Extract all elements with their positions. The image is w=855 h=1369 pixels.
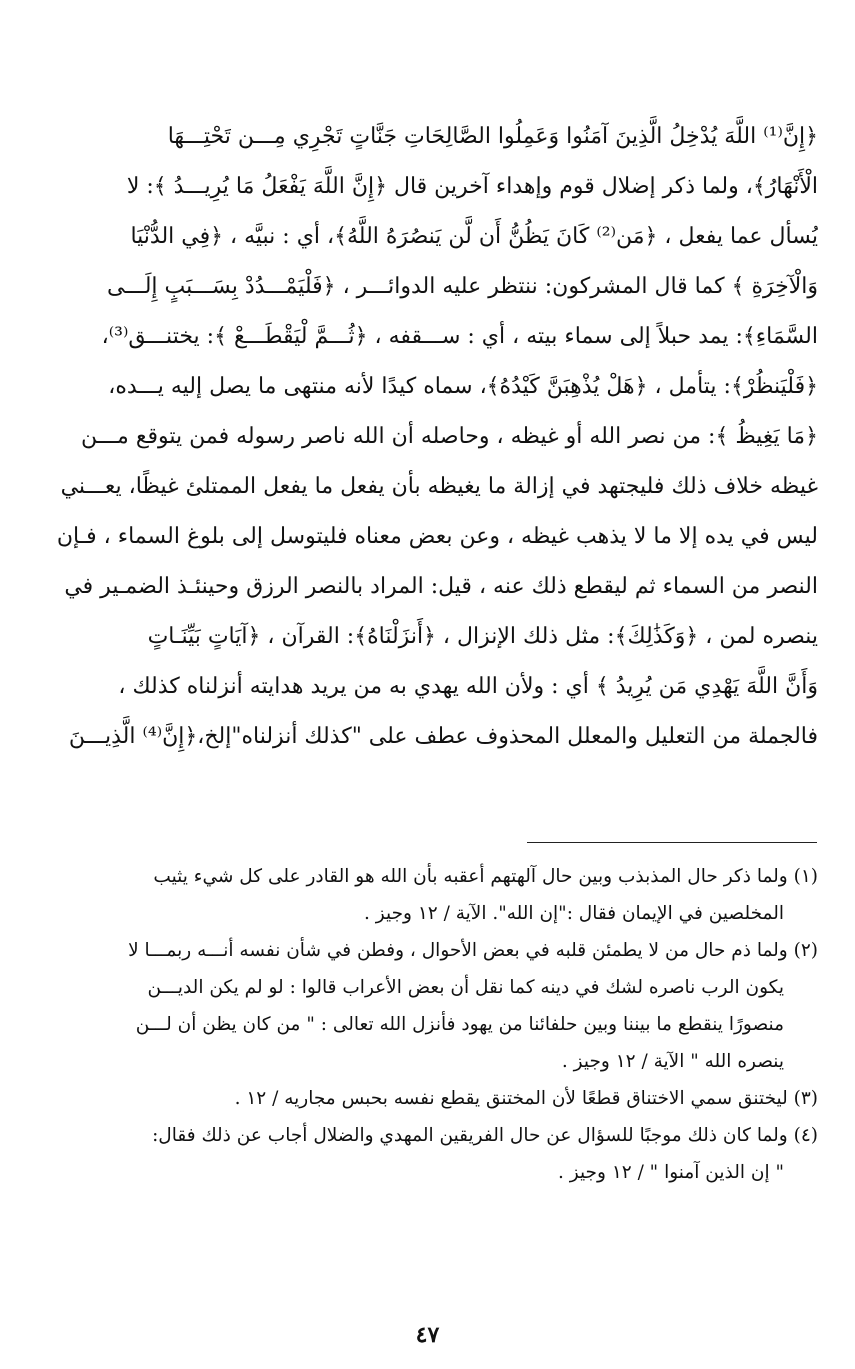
text-line: ينصره لمن ، ﴿وَكَذَٰلِكَ﴾: مثل ذلك الإنزال ، ﴿أَنزَلْنَاهُ﴾: القرآن ، ﴿آيَاتٍ بَيِّنَـاتٍ bbox=[147, 624, 818, 649]
text-line: يُسأل عما يفعل ، ﴿مَن⁽²⁾ كَانَ يَظُنُّ أَن لَّن يَنصُرَهُ اللَّهُ﴾، أي : نبيَّه ، ﴿فِي الدُّنْيَا bbox=[130, 224, 818, 249]
text-line: النصر من السماء ثم ليقطع ذلك عنه ، قيل: المراد بالنصر الرزق وحينئـذ الضمـير في bbox=[64, 574, 818, 599]
footnote-1 bbox=[38, 858, 818, 932]
footnote-divider bbox=[527, 842, 817, 843]
footnote-line: (٢) ولما ذم حال من لا يطمئن قلبه في بعض الأحوال ، وفطن في شأن نفسه أنـــه ربمـــا لا bbox=[128, 940, 818, 961]
text-line: ﴿مَا يَغِيظُ ﴾: من نصر الله أو غيظه ، وحاصله أن الله ناصر رسوله فمن يتوقع مـــن bbox=[80, 424, 818, 449]
footnote-line: المخلصين في الإيمان فقال :"إن الله". الآية / ١٢ وجيز . bbox=[364, 903, 784, 924]
text-line: فالجملة من التعليل والمعلل المحذوف عطف على "كذلك أنزلناه"إلخ،﴿إِنَّ⁽⁴⁾ الَّذِيـــنَ bbox=[68, 724, 818, 749]
footnote-line: ينصره الله " الآية / ١٢ وجيز . bbox=[561, 1051, 784, 1072]
footnote-line: (٣) ليختنق سمي الاختناق قطعًا لأن المختنق يقطع نفسه بحبس مجاريه / ١٢ . bbox=[234, 1088, 818, 1109]
footnote-line: يكون الرب ناصره لشك في دينه كما نقل أن بعض الأعراب قالوا : لو لم يكن الديـــن bbox=[147, 977, 784, 998]
footnotes bbox=[38, 858, 818, 1191]
page-number: ٤٧ bbox=[415, 1322, 440, 1348]
text-line: وَالْآخِرَةِ ﴾ كما قال المشركون: ننتظر عليه الدوائـــر ، ﴿فَلْيَمْـــدُدْ بِسَـــبَبٍ إِلَـــى bbox=[107, 274, 818, 299]
text-line: الْأَنْهَارُ﴾، ولما ذكر إضلال قوم وإهداء آخرين قال ﴿إِنَّ اللَّهَ يَفْعَلُ مَا يُرِيـــدُ ﴾: لا bbox=[126, 174, 818, 199]
footnote-2 bbox=[38, 932, 818, 1080]
footnote-line: " إن الذين آمنوا " / ١٢ وجيز . bbox=[558, 1162, 784, 1183]
text-line: ليس في يده إلا ما لا يذهب غيظه ، وعن بعض معناه فليتوسل إلى بلوغ السماء ، فـإن bbox=[56, 524, 818, 549]
footnote-line: (٤) ولما كان ذلك موجبًا للسؤال عن حال الفريقين المهدي والضلال أجاب عن ذلك فقال: bbox=[152, 1125, 818, 1146]
text-line: ﴿إِنَّ⁽¹⁾ اللَّهَ يُدْخِلُ الَّذِينَ آمَنُوا وَعَمِلُوا الصَّالِحَاتِ جَنَّاتٍ تَجْرِي مِـــن تَحْتِـــهَا bbox=[167, 124, 818, 149]
main-text bbox=[38, 112, 818, 762]
footnote-line: (١) ولما ذكر حال المذبذب وبين حال آلهتهم أعقبه بأن الله هو القادر على كل شيء يثيب bbox=[153, 866, 818, 887]
text-line: غيظه خلاف ذلك فليجتهد في إزالة ما يغيظه بأن يفعل ما يفعل الممتلئ غيظًا، يعـــني bbox=[60, 474, 818, 499]
footnote-line: منصورًا ينقطع ما بيننا وبين حلفائنا من يهود فأنزل الله تعالى : " من كان يظن أن لـــن bbox=[135, 1014, 784, 1035]
footnote-3 bbox=[38, 1080, 818, 1117]
text-line: ﴿فَلْيَنظُرْ﴾: يتأمل ، ﴿هَلْ يُذْهِبَنَّ كَيْدُهُ﴾، سماه كيدًا لأنه منتهى ما يصل إليه يـــده، bbox=[108, 374, 818, 399]
footnote-4 bbox=[38, 1117, 818, 1191]
text-line: السَّمَاءِ﴾: يمد حبلاً إلى سماء بيته ، أي : ســـقفه ، ﴿ثُـــمَّ لْيَقْطَـــعْ ﴾: يختنـــق⁽³⁾، bbox=[101, 324, 818, 349]
text-line: وَأَنَّ اللَّهَ يَهْدِي مَن يُرِيدُ ﴾ أي : ولأن الله يهدي به من يريد هدايته أنزلناه كذلك ، bbox=[118, 674, 818, 699]
